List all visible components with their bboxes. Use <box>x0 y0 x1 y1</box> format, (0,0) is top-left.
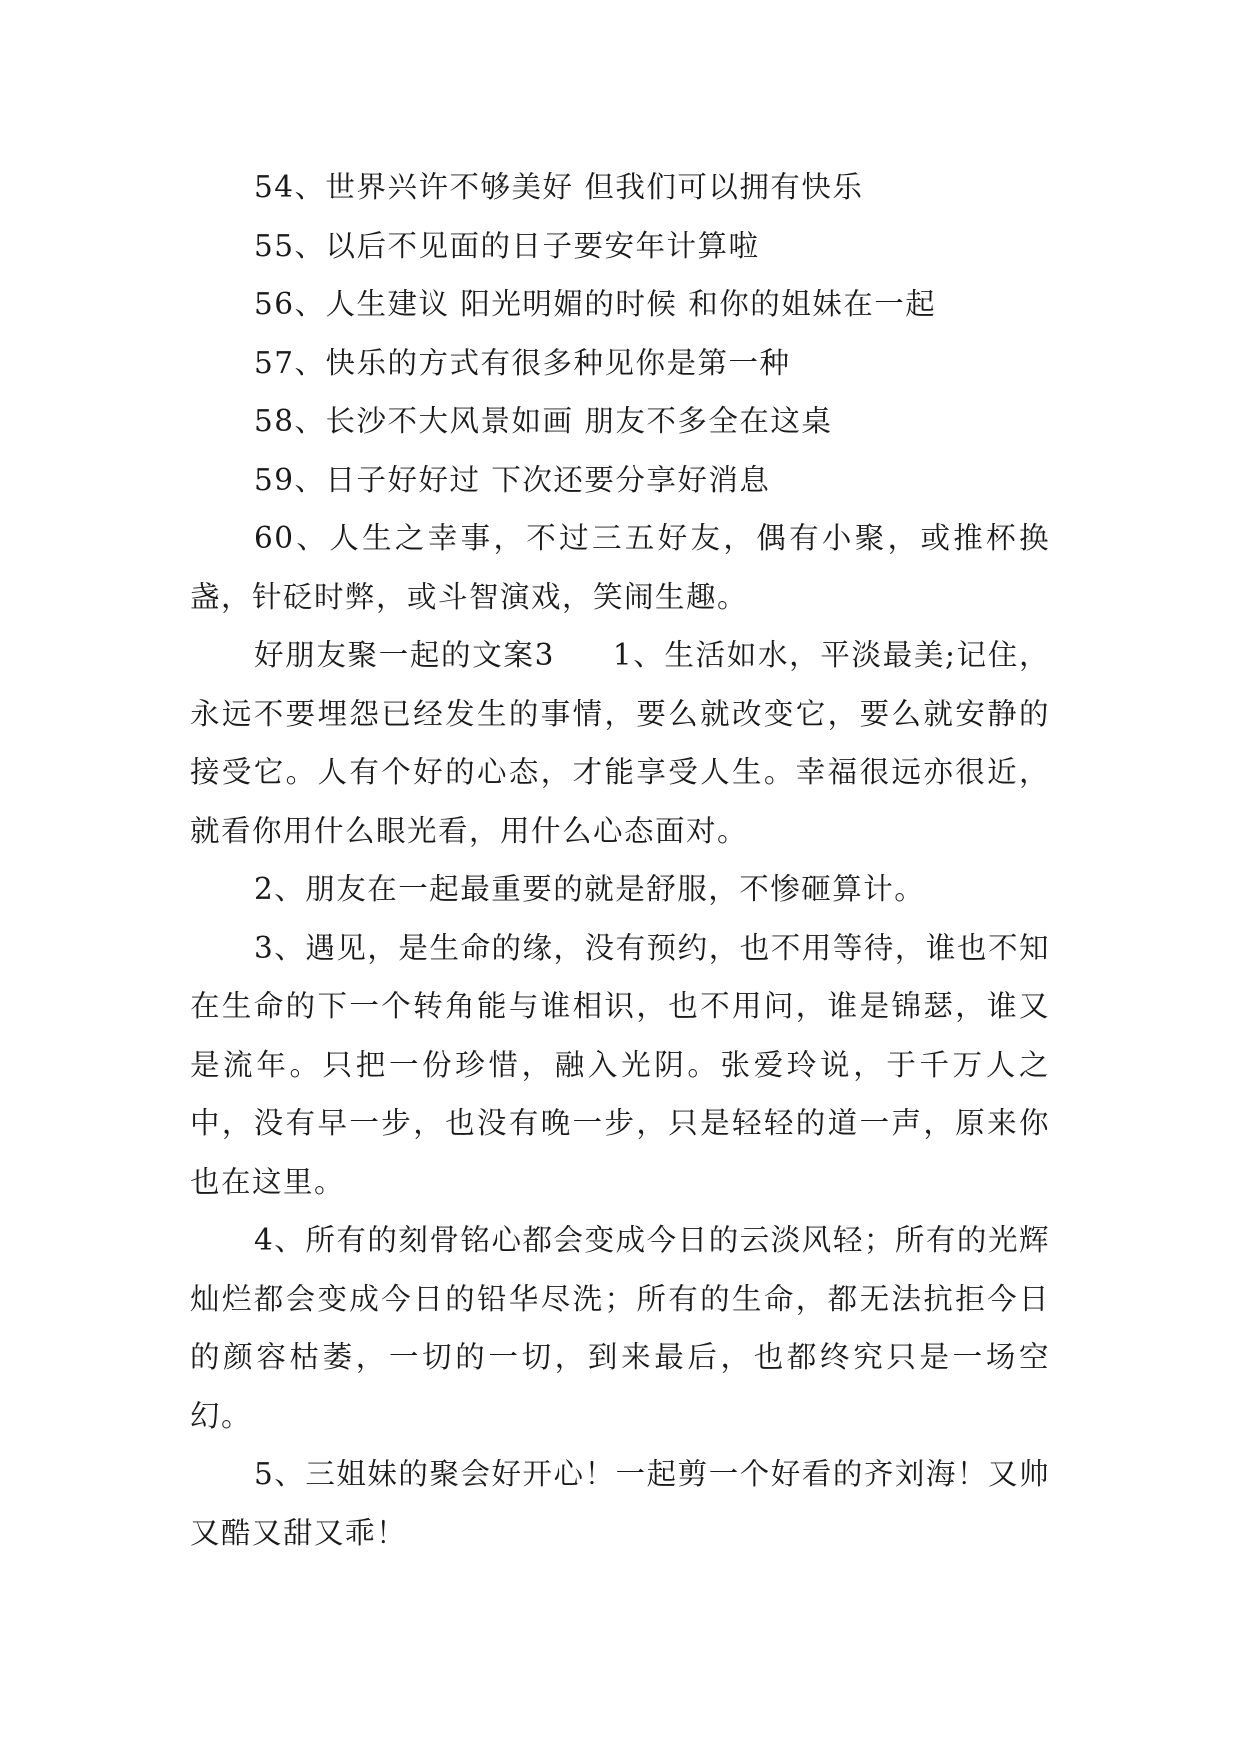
list-item-56: 56、人生建议 阳光明媚的时候 和你的姐妹在一起 <box>254 287 937 321</box>
section-heading: 好朋友聚一起的文案3 <box>254 638 555 672</box>
section-item-1: 1、生活如水，平淡最美;记住，永远不要埋怨已经发生的事情，要么就改变它，要么就安静的接受它。人有个好的心态，才能享受人生。幸福很远亦很近，就看你用什么眼光看，用什么心态面对。 <box>190 638 1050 848</box>
section-item-3: 3、遇见，是生命的缘，没有预约，也不用等待，谁也不知在生命的下一个转角能与谁相识，也不用问，谁是锦瑟，谁又是流年。只把一份珍惜，融入光阴。张爱玲说，于千万人之中，没有早一步，也没有晚一步，只是轻轻的道一声，原来你也在这里。 <box>190 930 1050 1199</box>
list-item-58: 58、长沙不大风景如画 朋友不多全在这桌 <box>254 404 833 438</box>
document-body <box>190 158 1050 1562</box>
list-item-54: 54、世界兴许不够美好 但我们可以拥有快乐 <box>254 170 864 204</box>
list-item-60: 60、人生之幸事，不过三五好友，偶有小聚，或推杯换盏，针砭时弊，或斗智演戏，笑闹生趣。 <box>190 521 1050 614</box>
section-item-4: 4、所有的刻骨铭心都会变成今日的云淡风轻；所有的光辉灿烂都会变成今日的铅华尽洗；所有的生命，都无法抗拒今日的颜容枯萎，一切的一切，到来最后，也都终究只是一场空幻。 <box>190 1223 1050 1433</box>
section-item-5: 5、三姐妹的聚会好开心！一起剪一个好看的齐刘海！又帅又酷又甜又乖！ <box>190 1457 1050 1550</box>
list-item-57: 57、快乐的方式有很多种见你是第一种 <box>254 345 791 380</box>
section-paragraph-1 <box>190 626 1050 860</box>
list-item-59: 59、日子好好过 下次还要分享好消息 <box>254 462 771 497</box>
list-item-55: 55、以后不见面的日子要安年计算啦 <box>254 228 760 263</box>
section-item-2: 2、朋友在一起最重要的就是舒服，不惨砸算计。 <box>254 872 926 906</box>
